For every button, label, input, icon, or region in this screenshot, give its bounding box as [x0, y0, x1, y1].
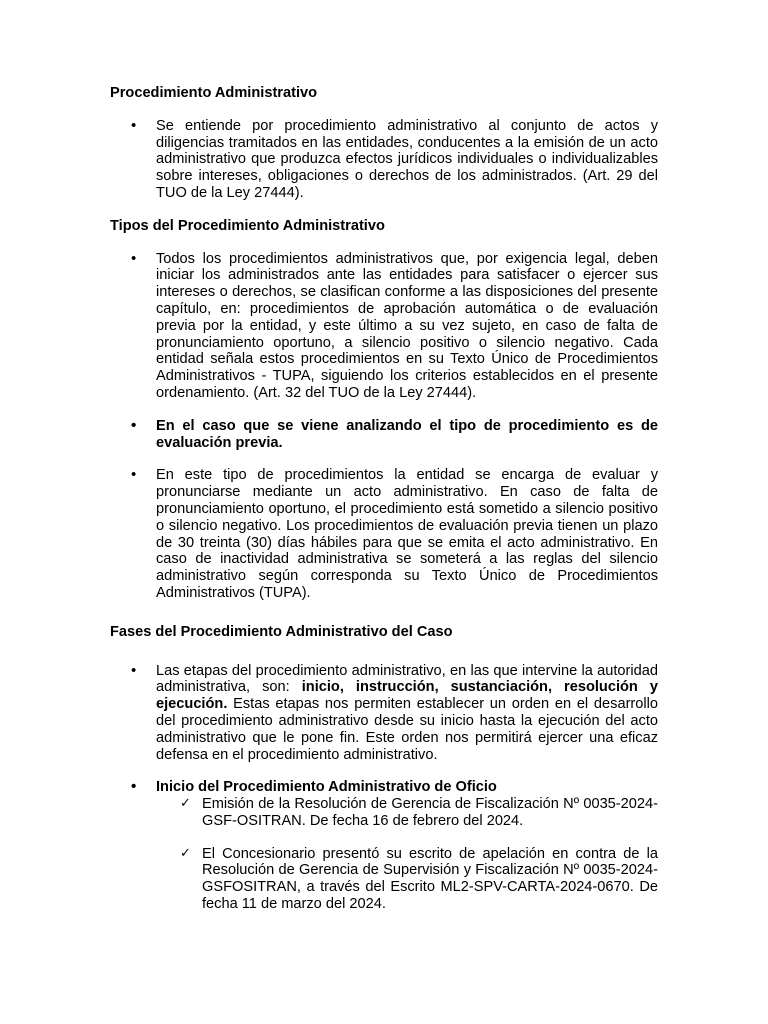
bullet-text: Inicio del Procedimiento Administrativo de Oficio — [156, 779, 497, 796]
bullet-text: Se entiende por procedimiento administrativo al conjunto de actos y diligencias tramitados en las entidades, conducentes a la emisión de un acto administrativo que produzca efectos jurídicos individuales o individualizables sobre intereses, obligaciones o derechos de los administrados. (Art. 29 del TUO de la Ley 27444). — [156, 117, 658, 201]
bullet-icon: • — [131, 661, 137, 679]
bullet-text-part2: Estas etapas nos permiten establecer un orden en el desarrollo del procedimiento administrativo desde su inicio hasta la ejecución del acto administrativo que le pone fin. Este orden nos permitirá ejercer una eficaz defensa en el procedimiento administrativo. — [156, 696, 658, 763]
bullet-text: En el caso que se viene analizando el tipo de procedimiento es de evaluación previa. — [156, 417, 658, 451]
bullet-icon: • — [131, 116, 137, 134]
bullet-inicio-oficio — [110, 779, 658, 796]
check-item-apelacion — [110, 846, 658, 913]
bullet-definicion — [110, 118, 658, 202]
bullet-evaluacion-previa — [110, 418, 658, 452]
bullet-evaluacion-detalle — [110, 467, 658, 601]
bullet-icon: • — [131, 778, 137, 796]
checkmark-icon: ✓ — [180, 845, 191, 861]
bullet-icon: • — [131, 249, 137, 267]
check-item-text: Emisión de la Resolución de Gerencia de Fiscalización Nº 0035-2024-GSF-OSITRAN. De fecha 16 de febrero del 2024. — [202, 796, 658, 829]
bullet-icon: • — [131, 466, 137, 484]
bullet-etapas — [110, 663, 658, 764]
check-item-resolucion — [110, 796, 658, 830]
document-body — [110, 85, 658, 913]
bullet-text-bold: inicio, instrucción, sustanciación, resolución y ejecución. — [156, 679, 658, 713]
bullet-icon: • — [131, 416, 137, 434]
bullet-text: En este tipo de procedimientos la entidad se encarga de evaluar y pronunciarse mediante un acto administrativo. En caso de falta de pronunciamiento oportuno, el procedimiento está sometido a silencio positivo o silencio negativo. Los procedimientos de evaluación previa tienen un plazo de 30 treinta (30) días hábiles para que se emita el acto administrativo. En caso de inactividad administrativa se someterá a las reglas del silencio administrativo según corresponda su Texto Único de Procedimientos Administrativos (TUPA). — [156, 467, 658, 601]
section-heading-procedimiento: Procedimiento Administrativo — [110, 85, 318, 101]
section-heading-fases: Fases del Procedimiento Administrativo del Caso — [110, 623, 453, 640]
section-heading-tipos: Tipos del Procedimiento Administrativo — [110, 217, 385, 234]
bullet-text-part1: Las etapas del procedimiento administrativo, en las que intervine la autoridad administrativa, son: — [156, 662, 658, 696]
check-item-text: El Concesionario presentó su escrito de apelación en contra de la Resolución de Gerencia de Supervisión y Fiscalización Nº 0035-2024-GSFOSITRAN, a través del Escrito ML2-SPV-CARTA-2024-0670. De fecha 11 de marzo del 2024. — [202, 845, 658, 913]
checkmark-icon: ✓ — [180, 796, 191, 812]
bullet-text: Todos los procedimientos administrativos que, por exigencia legal, deben iniciar los administrados ante las entidades para satisfacer o ejercer sus intereses o derechos, se clasifican conforme a las disposiciones del presente capítulo, en: procedimientos de aprobación automática o de evaluación previa por la entidad, y este último a su vez sujeto, en caso de falta de pronunciamiento oportuno, a silencio positivo o silencio negativo. Cada entidad señala estos procedimientos en su Texto Único de Procedimientos Administrativos - TUPA, siguiendo los criterios establecidos en el presente ordenamiento. (Art. 32 del TUO de la Ley 27444). — [156, 250, 658, 401]
bullet-tipos — [110, 251, 658, 402]
